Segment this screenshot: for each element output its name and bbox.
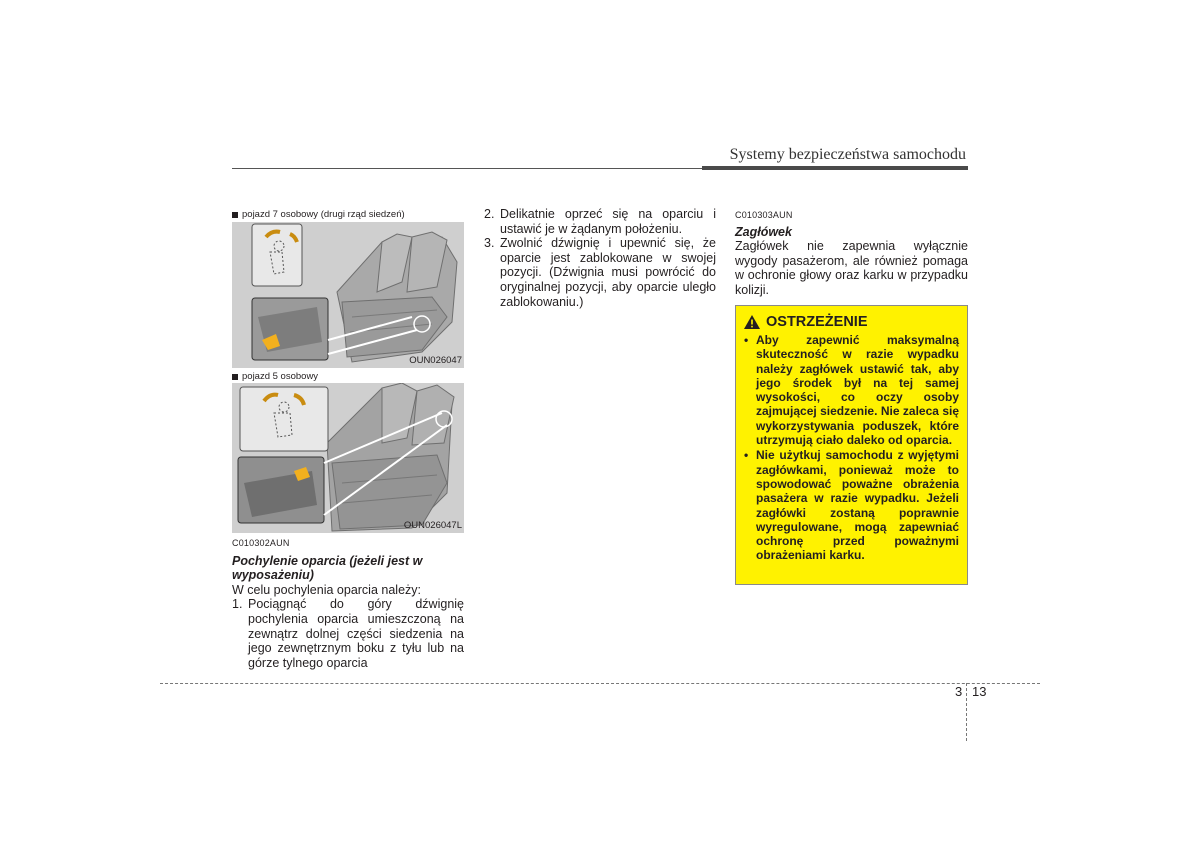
bullet-square bbox=[232, 212, 238, 218]
warning-item-2 bbox=[744, 448, 959, 562]
figure2-label: pojazd 5 osobowy bbox=[242, 371, 319, 382]
seat-5-illustration bbox=[232, 383, 464, 533]
section-code: C010303AUN bbox=[735, 210, 793, 220]
section-code: C010302AUN bbox=[232, 538, 290, 548]
step-text: Pociągnąć do góry dźwignię pochylenia oparcia umieszczoną na zewnątrz dolnej części siedzenia na jego zewnętrznym boku z tyłu lub na górze tylnego oparcia bbox=[248, 597, 464, 670]
figure2-code: OUN026047L bbox=[403, 520, 462, 531]
warning-box bbox=[735, 305, 968, 585]
footer-rule bbox=[160, 683, 1040, 684]
header-rule bbox=[232, 168, 702, 169]
step-text: Delikatnie oprzeć się na oparciu i ustawić je w żądanym położeniu. bbox=[500, 207, 716, 236]
bullet-square bbox=[232, 374, 238, 380]
chapter-number: 3 bbox=[955, 684, 963, 699]
figure1-code: OUN026047 bbox=[409, 355, 462, 366]
page-number: 13 bbox=[972, 684, 987, 699]
seat-7-illustration bbox=[232, 222, 464, 368]
step-number: 1. bbox=[232, 597, 243, 612]
figure2-image bbox=[232, 383, 464, 533]
warning-text: Aby zapewnić maksymalną skuteczność w razie wypadku należy zagłówek ustawić tak, aby jego środek był na tej samej wysokości, co oczy osoby zajmującej siedzenie. Nie zaleca się wykorzystywania poduszek, które utrzymują ciało daleko od oparcia. bbox=[756, 333, 959, 448]
list-item-step3 bbox=[484, 236, 716, 309]
section-heading: Pochylenie oparcia (jeżeli jest w wyposażeniu) bbox=[232, 553, 423, 583]
intro-text: W celu pochylenia oparcia należy: bbox=[232, 582, 421, 597]
warning-text: Nie użytkuj samochodu z wyjętymi zagłówkami, ponieważ może to spowodować poważne obrażenia pasażera w razie wypadku. Jeżeli zagłówki zostaną poprawnie wyregulowane, mogą zapewniać ochronę przed poważnymi obrażeniami karku. bbox=[756, 448, 959, 563]
bullet: • bbox=[744, 448, 749, 463]
step-text: Zwolnić dźwignię i upewnić się, że oparcie jest zablokowane w swojej pozycji. (Dźwignia musi powrócić do oryginalnej pozycji, aby oparcie uległo zablokowaniu.) bbox=[500, 236, 716, 309]
list-item-step2 bbox=[484, 207, 716, 236]
left-text-block bbox=[232, 536, 464, 670]
list-item-step1 bbox=[232, 597, 464, 670]
section-title: Systemy bezpieczeństwa samochodu bbox=[729, 146, 966, 163]
header-rule-accent bbox=[702, 166, 968, 170]
middle-text-block bbox=[484, 207, 716, 309]
warning-triangle-icon bbox=[744, 315, 760, 329]
bullet: • bbox=[744, 333, 749, 347]
figure1-image bbox=[232, 222, 464, 368]
step-number: 3. bbox=[484, 236, 495, 251]
figure1-label: pojazd 7 osobowy (drugi rząd siedzeń) bbox=[242, 209, 405, 220]
warning-item-1 bbox=[744, 333, 959, 447]
footer-divider bbox=[966, 683, 967, 741]
step-number: 2. bbox=[484, 207, 495, 221]
warning-title: OSTRZEŻENIE bbox=[766, 314, 868, 330]
figure1-label-row bbox=[232, 208, 464, 223]
body-text: Zagłówek nie zapewnia wyłącznie wygody pasażerom, ale również pomaga w ochronie głowy oraz karku w przypadku kolizji. bbox=[735, 239, 968, 297]
section-heading: Zagłówek bbox=[735, 224, 792, 239]
right-text-block bbox=[735, 208, 968, 298]
warning-title-row bbox=[744, 314, 959, 330]
